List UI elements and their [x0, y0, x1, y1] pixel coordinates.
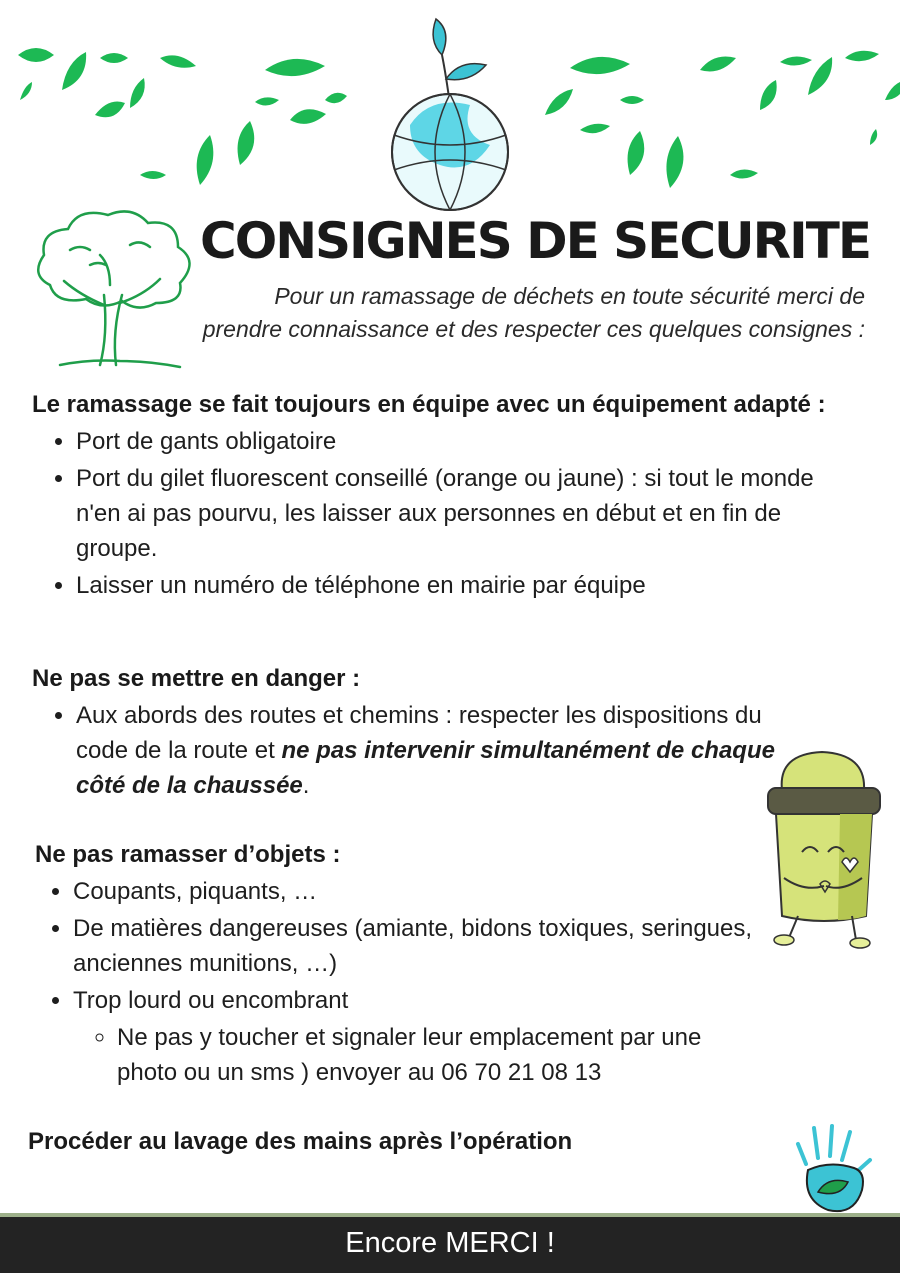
list-item-text: Aux abords des routes et chemins : respecter les dispositions du code de la route et — [76, 702, 762, 764]
list-item: • Port du gilet fluorescent conseillé (orange ou jaune) : si tout le monde n'en ai pas pourvu, les laisser aux personnes en début et en fin de groupe. — [76, 461, 832, 566]
section-heading: Ne pas ramasser d’objets : — [35, 841, 341, 868]
list-item: • Port de gants obligatoire — [76, 424, 832, 459]
leaf-icon — [140, 171, 166, 179]
leaf-icon — [666, 136, 683, 188]
list-item: • De matières dangereuses (amiante, bidons toxiques, seringues, anciennes munitions, …) — [73, 911, 765, 981]
leaf-icon — [238, 121, 255, 165]
section-danger — [32, 662, 792, 805]
leaf-icon — [580, 124, 610, 133]
leaf-icon — [545, 89, 573, 115]
list-item — [76, 698, 792, 803]
section-objects — [35, 838, 765, 1092]
leaf-icon — [62, 52, 86, 90]
list-item-suffix: . — [302, 772, 310, 799]
section-heading: Le ramassage se fait toujours en équipe avec un équipement adapté : — [32, 391, 826, 418]
danger-list — [32, 698, 792, 803]
subtitle — [165, 280, 865, 346]
leaf-icon — [95, 102, 125, 118]
equipment-list — [32, 424, 832, 603]
list-item: • Laisser un numéro de téléphone en mairie par équipe — [76, 568, 832, 603]
subtitle-line-1: Pour un ramassage de déchets en toute sécurité merci de — [274, 283, 865, 309]
leaf-icon — [325, 93, 347, 103]
page-title: CONSIGNES DE SECURITE — [200, 212, 871, 270]
list-item: ◦ Ne pas y toucher et signaler leur emplacement par une photo ou un sms ) envoyer au 06 70 21 08 13 — [117, 1020, 765, 1090]
footer-text: Encore MERCI ! — [345, 1227, 555, 1259]
leaf-icon — [700, 57, 736, 72]
section-equipment — [32, 388, 832, 605]
list-item-emphasis: ne pas intervenir simultanément de chaque côté de la chaussée — [76, 737, 775, 799]
leaf-icon — [780, 56, 812, 65]
list-item — [73, 983, 765, 1090]
leaf-icon — [620, 96, 644, 104]
leaf-icon — [760, 80, 777, 110]
leaf-icon — [290, 109, 326, 124]
list-item-text: Trop lourd ou encombrant — [73, 987, 349, 1014]
objects-list — [35, 874, 765, 1090]
section-heading: Ne pas se mettre en danger : — [32, 665, 361, 692]
leaf-icon — [628, 131, 645, 175]
leaf-icon — [730, 169, 758, 178]
trash-bin-mascot-icon — [762, 750, 887, 955]
hand-leaf-icon — [790, 1120, 875, 1220]
leaf-icon — [160, 55, 196, 67]
list-item: • Coupants, piquants, … — [73, 874, 765, 909]
leaf-icon — [570, 57, 630, 74]
leaf-icon — [265, 59, 325, 76]
leaf-icon — [100, 53, 128, 63]
leaf-icon — [18, 48, 54, 62]
leaf-icon — [20, 82, 32, 100]
closing-instruction: Procéder au lavage des mains après l’opération — [28, 1128, 573, 1155]
leaf-icon — [885, 82, 900, 100]
footer-bar — [0, 1213, 900, 1273]
leaf-icon — [197, 135, 214, 185]
globe-sprout-icon — [380, 15, 520, 215]
leaf-icon — [845, 51, 879, 61]
objects-sublist — [73, 1020, 765, 1090]
leaf-icon — [255, 97, 279, 105]
leaf-icon — [808, 57, 832, 95]
leaf-icon — [870, 129, 877, 145]
leaf-icon — [130, 78, 145, 108]
subtitle-line-2: prendre connaissance et des respecter ces quelques consignes : — [202, 316, 865, 342]
